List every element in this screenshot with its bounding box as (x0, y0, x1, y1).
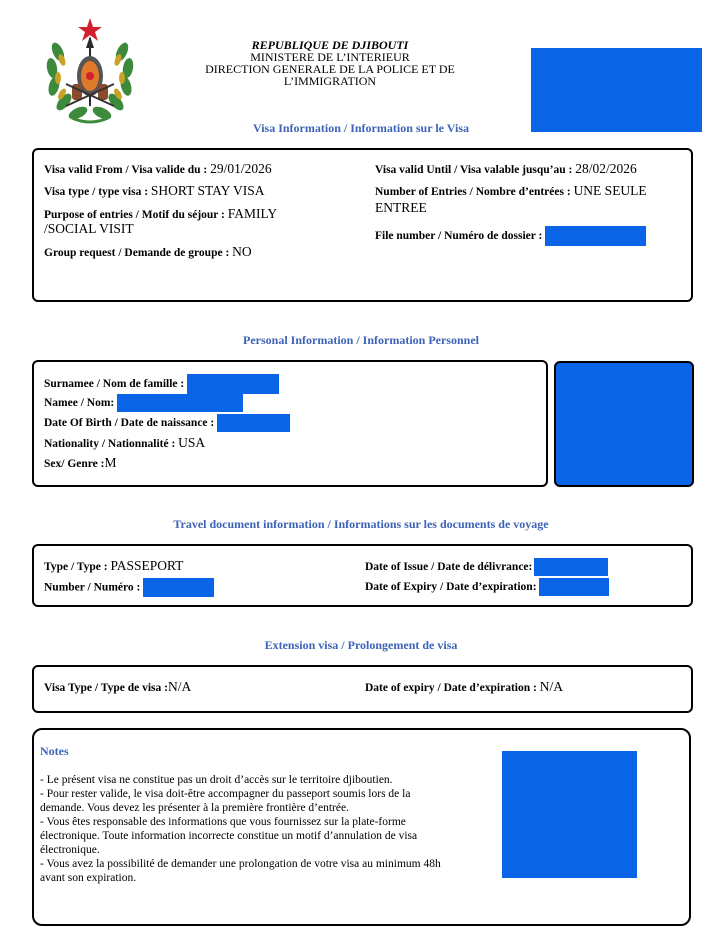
personal-surname: Surnamee / Nom de famille : (44, 374, 279, 394)
redacted-file-number (545, 226, 646, 246)
notes-line: électronique. Toute information incorrecte constitue un motif d’annulation de visa (40, 830, 418, 842)
notes-title: Notes (40, 744, 69, 758)
notes-line: - Pour rester valide, le visa doit-être accompagner du passeport soumis lors de la (40, 788, 411, 800)
redacted-expiry-date (539, 578, 609, 596)
notes-line: demande. Vous devez les présenter à la première frontière d’entrée. (40, 802, 349, 814)
visa-section-title: Visa Information / Information sur le Visa (252, 121, 469, 135)
travel-number: Number / Numéro : (44, 578, 214, 597)
travel-type: Type / Type : PASSEPORT (44, 558, 184, 573)
visa-group-request: Group request / Demande de groupe : NO (44, 244, 252, 259)
personal-section-title: Personal Information / Information Personnel (243, 333, 479, 347)
notes-text (40, 773, 490, 885)
extension-type: Visa Type / Type de visa :N/A (44, 679, 192, 694)
visa-file-number: File number / Numéro de dossier : (375, 226, 646, 246)
personal-sex: Sex/ Genre :M (44, 455, 117, 470)
visa-valid-until: Visa valid Until / Visa valable jusqu’au : 28/02/2026 (375, 161, 637, 176)
redacted-surname (187, 374, 279, 394)
visa-entries: Number of Entries / Nombre d’entrées : UNE SEULE (375, 183, 647, 198)
travel-issue-date: Date of Issue / Date de délivrance: (365, 558, 608, 576)
notes-line: électronique. (40, 844, 100, 856)
travel-section-title: Travel document information / Informations sur les documents de voyage (173, 517, 549, 531)
personal-nationality: Nationality / Nationnalité : USA (44, 435, 206, 450)
header-ministry: MINISTERE DE L’INTERIEUR (250, 50, 410, 64)
visa-purpose-cont: /SOCIAL VISIT (44, 221, 134, 236)
extension-expiry: Date of expiry / Date d’expiration : N/A (365, 679, 563, 694)
travel-expiry-date: Date of Expiry / Date d’expiration: (365, 578, 609, 596)
visa-entries-cont: ENTREE (375, 200, 427, 215)
redacted-block (531, 48, 702, 132)
visa-valid-from: Visa valid From / Visa valide du : 29/01/2026 (44, 161, 272, 176)
redacted-qr-code (502, 751, 637, 878)
djibouti-emblem-icon (38, 14, 142, 128)
visa-type: Visa type / type visa : SHORT STAY VISA (44, 183, 265, 198)
redacted-name (117, 394, 243, 412)
notes-line: avant son expiration. (40, 872, 137, 884)
personal-name: Namee / Nom: (44, 394, 243, 412)
redacted-passport-number (143, 578, 214, 597)
visa-purpose: Purpose of entries / Motif du séjour : FAMILY (44, 206, 278, 221)
header-block (190, 39, 470, 87)
header-republic: REPUBLIQUE DE DJIBOUTI (251, 38, 409, 52)
header-immigration: L’IMMIGRATION (283, 74, 377, 88)
header-direction: DIRECTION GENERALE DE LA POLICE ET DE (205, 62, 455, 76)
extension-section-title: Extension visa / Prolongement de visa (264, 638, 458, 652)
redacted-issue-date (534, 558, 608, 576)
notes-line: - Vous avez la possibilité de demander une prolongation de votre visa au minimum 48h (40, 858, 441, 870)
personal-dob: Date Of Birth / Date de naissance : (44, 414, 290, 432)
redacted-dob (217, 414, 290, 432)
redacted-photo (554, 361, 694, 487)
notes-line: - Vous êtes responsable des informations que vous fournissez sur la plate-forme (40, 816, 406, 828)
notes-line: - Le présent visa ne constitue pas un droit d’accès sur le territoire djiboutien. (40, 774, 393, 786)
